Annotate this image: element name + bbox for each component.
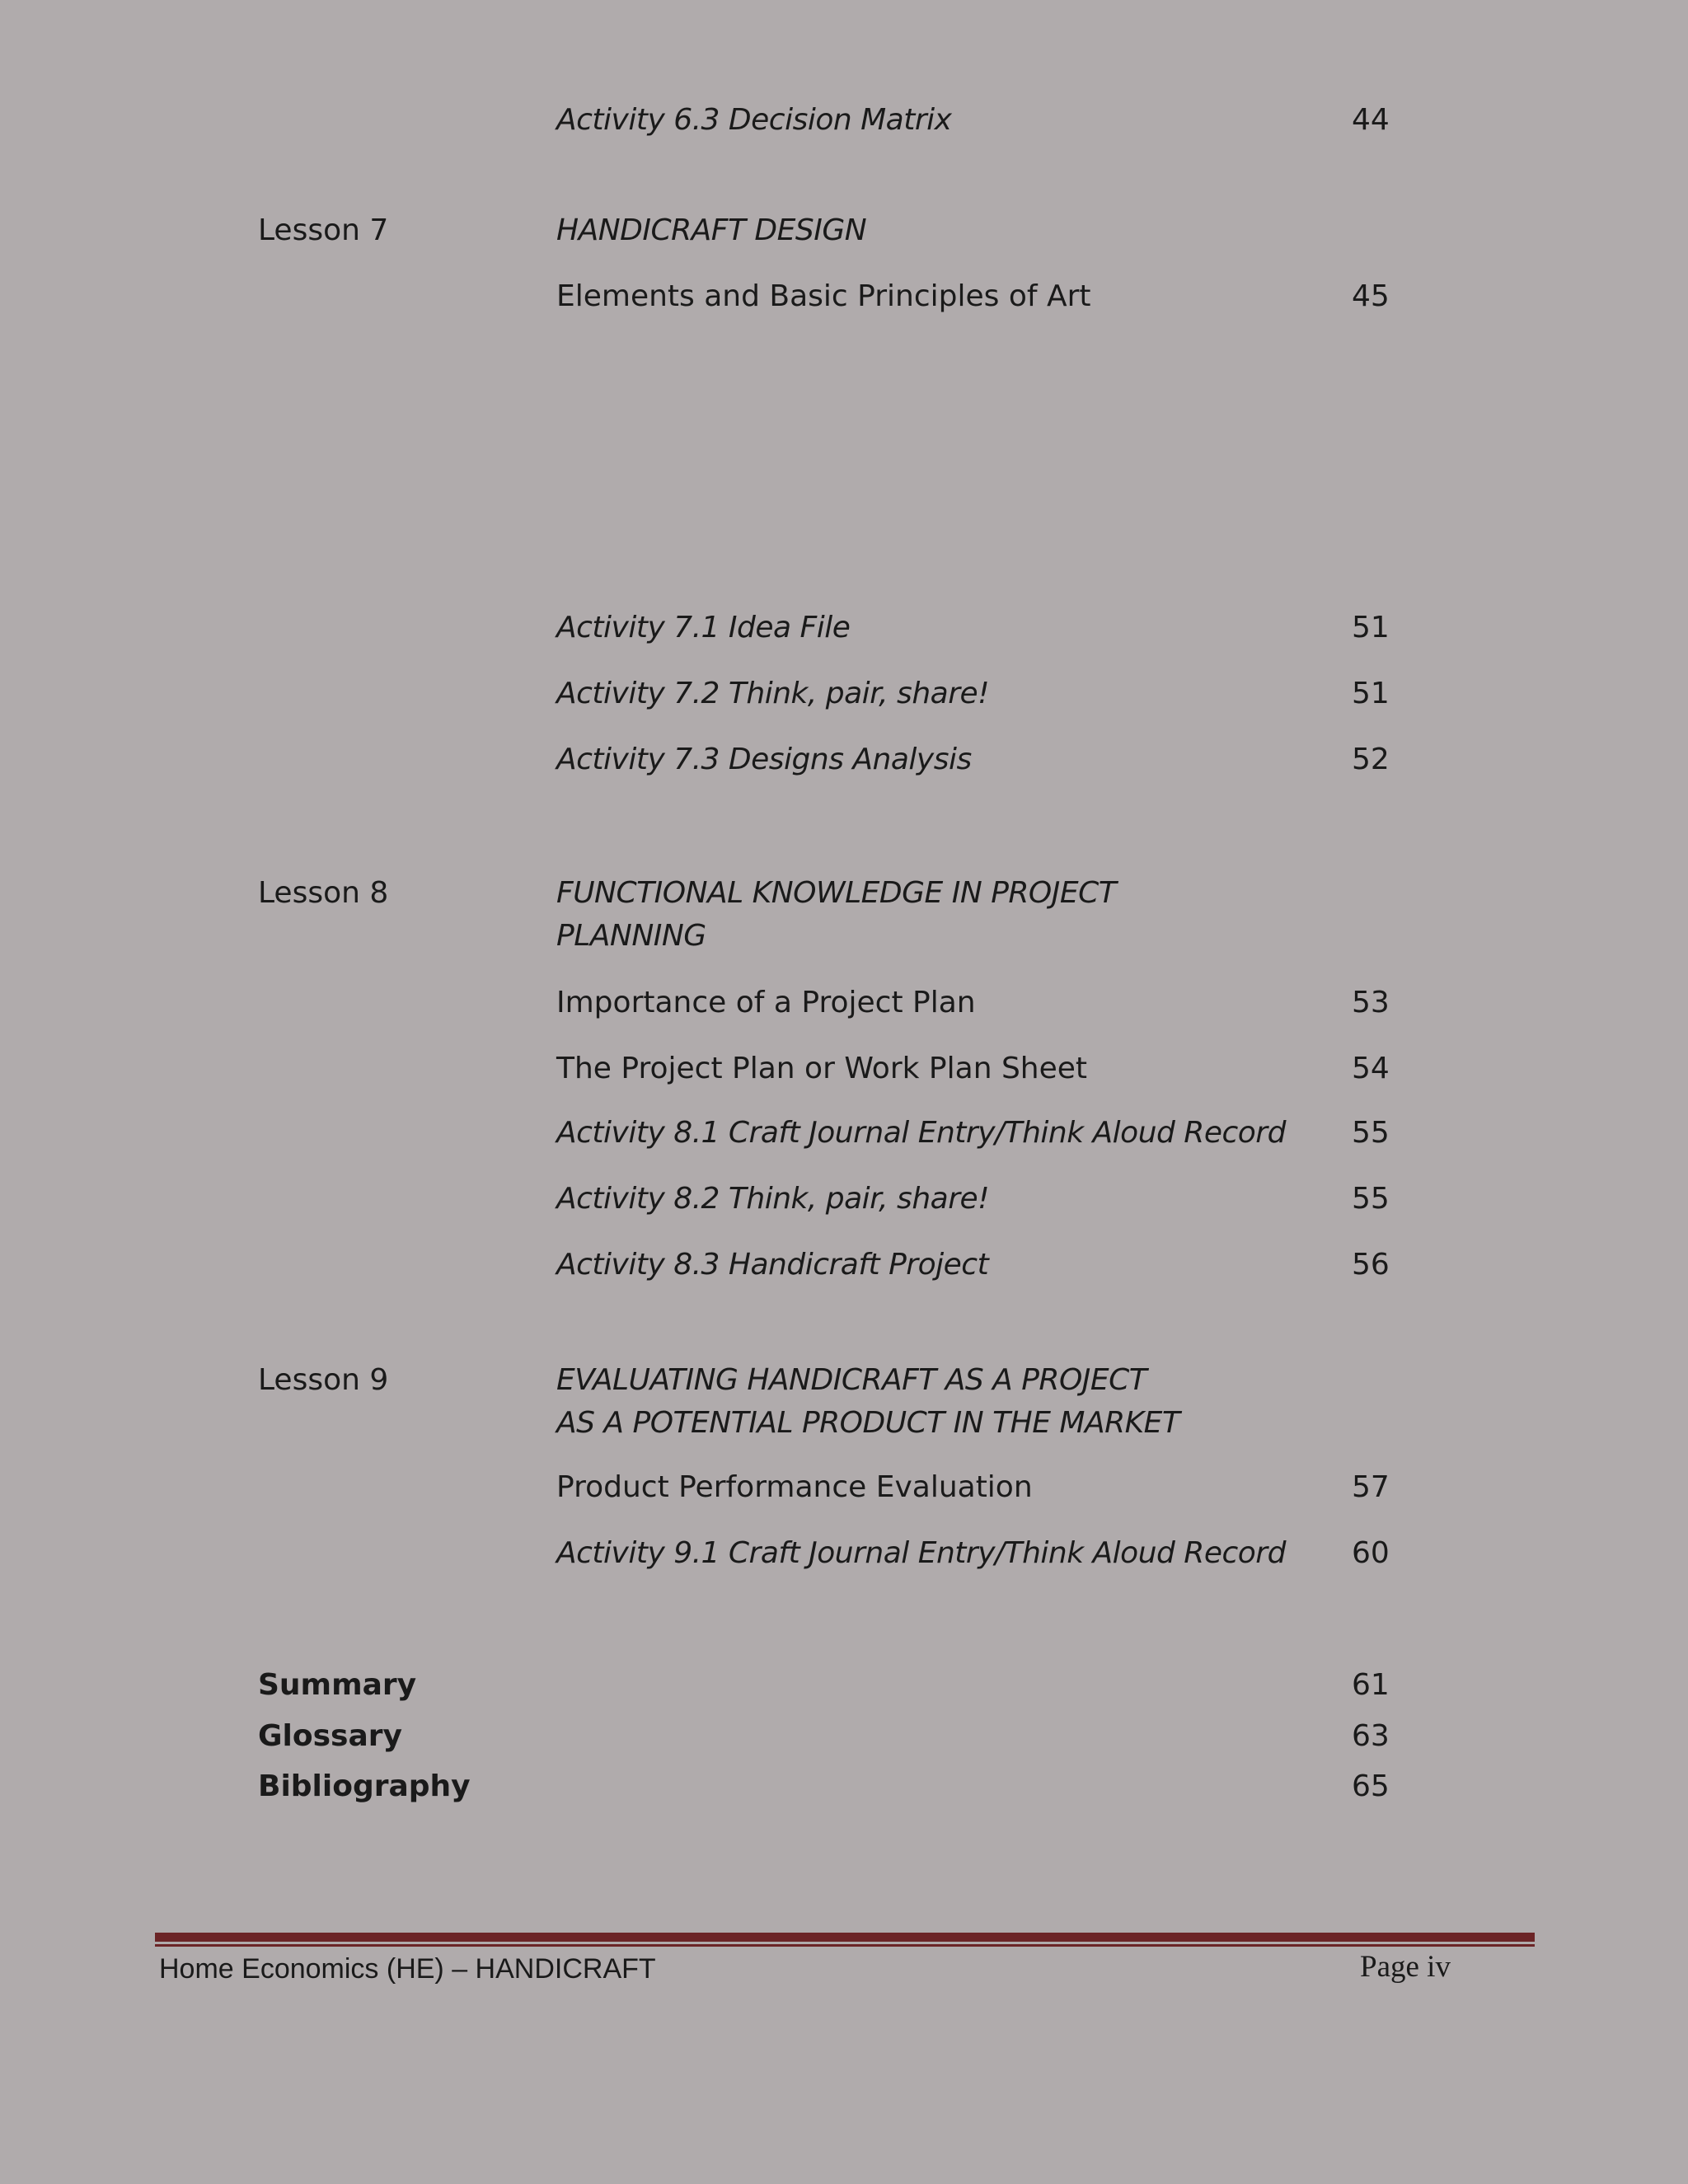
toc-entry-page: 44 [1352, 103, 1390, 137]
lesson-heading [556, 872, 1116, 958]
toc-entry-title: Activity 6.3 Decision Matrix [556, 103, 952, 137]
toc-entry-title: Activity 8.2 Think, pair, share! [556, 1182, 990, 1216]
toc-entry-page: 61 [1352, 1668, 1390, 1702]
back-matter-title: Bibliography [258, 1769, 471, 1803]
toc-entry-page: 54 [1352, 1052, 1390, 1085]
back-matter-title: Glossary [258, 1719, 402, 1753]
toc-entry-title: Product Performance Evaluation [556, 1470, 1033, 1504]
lesson-heading-line: AS A POTENTIAL PRODUCT IN THE MARKET [556, 1406, 1180, 1440]
toc-entry-page: 55 [1352, 1182, 1390, 1216]
toc-entry-page: 53 [1352, 986, 1390, 1019]
toc-entry-title: Activity 8.1 Craft Journal Entry/Think Aloud Record [556, 1116, 1286, 1150]
lesson-heading-line: EVALUATING HANDICRAFT AS A PROJECT [556, 1363, 1147, 1397]
toc-entry-title: Activity 8.3 Handicraft Project [556, 1248, 989, 1282]
toc-entry-page: 51 [1352, 677, 1390, 710]
toc-entry-title: Activity 7.3 Designs Analysis [556, 743, 972, 776]
toc-entry-title: Importance of a Project Plan [556, 986, 976, 1019]
lesson-label: Lesson 9 [258, 1363, 389, 1397]
toc-entry-page: 45 [1352, 279, 1390, 313]
page-number: Page iv [1360, 1950, 1451, 1984]
lesson-heading [556, 1359, 1179, 1445]
lesson-heading: HANDICRAFT DESIGN [556, 213, 867, 247]
toc-entry-page: 52 [1352, 743, 1390, 776]
footer-title: Home Economics (HE) – HANDICRAFT [159, 1953, 656, 1985]
footer-divider [155, 1933, 1535, 1942]
toc-entry-page: 57 [1352, 1470, 1390, 1504]
toc-entry-page: 55 [1352, 1116, 1390, 1150]
toc-entry-title: Activity 7.1 Idea File [556, 611, 851, 644]
toc-entry-page: 56 [1352, 1248, 1390, 1282]
toc-entry-page: 63 [1352, 1719, 1390, 1753]
toc-entry-title: Activity 9.1 Craft Journal Entry/Think Aloud Record [556, 1536, 1286, 1570]
toc-entry-title: Elements and Basic Principles of Art [556, 279, 1091, 313]
toc-entry-page: 51 [1352, 611, 1390, 644]
toc-entry-title: The Project Plan or Work Plan Sheet [556, 1052, 1088, 1085]
lesson-heading-line: PLANNING [556, 919, 706, 953]
toc-entry-title: Activity 7.2 Think, pair, share! [556, 677, 990, 710]
lesson-label: Lesson 7 [258, 213, 389, 247]
lesson-label: Lesson 8 [258, 876, 389, 910]
footer-divider-thin [155, 1944, 1535, 1947]
lesson-heading-line: FUNCTIONAL KNOWLEDGE IN PROJECT [556, 876, 1117, 910]
back-matter-title: Summary [258, 1668, 417, 1702]
toc-entry-page: 65 [1352, 1769, 1390, 1803]
toc-entry-page: 60 [1352, 1536, 1390, 1570]
